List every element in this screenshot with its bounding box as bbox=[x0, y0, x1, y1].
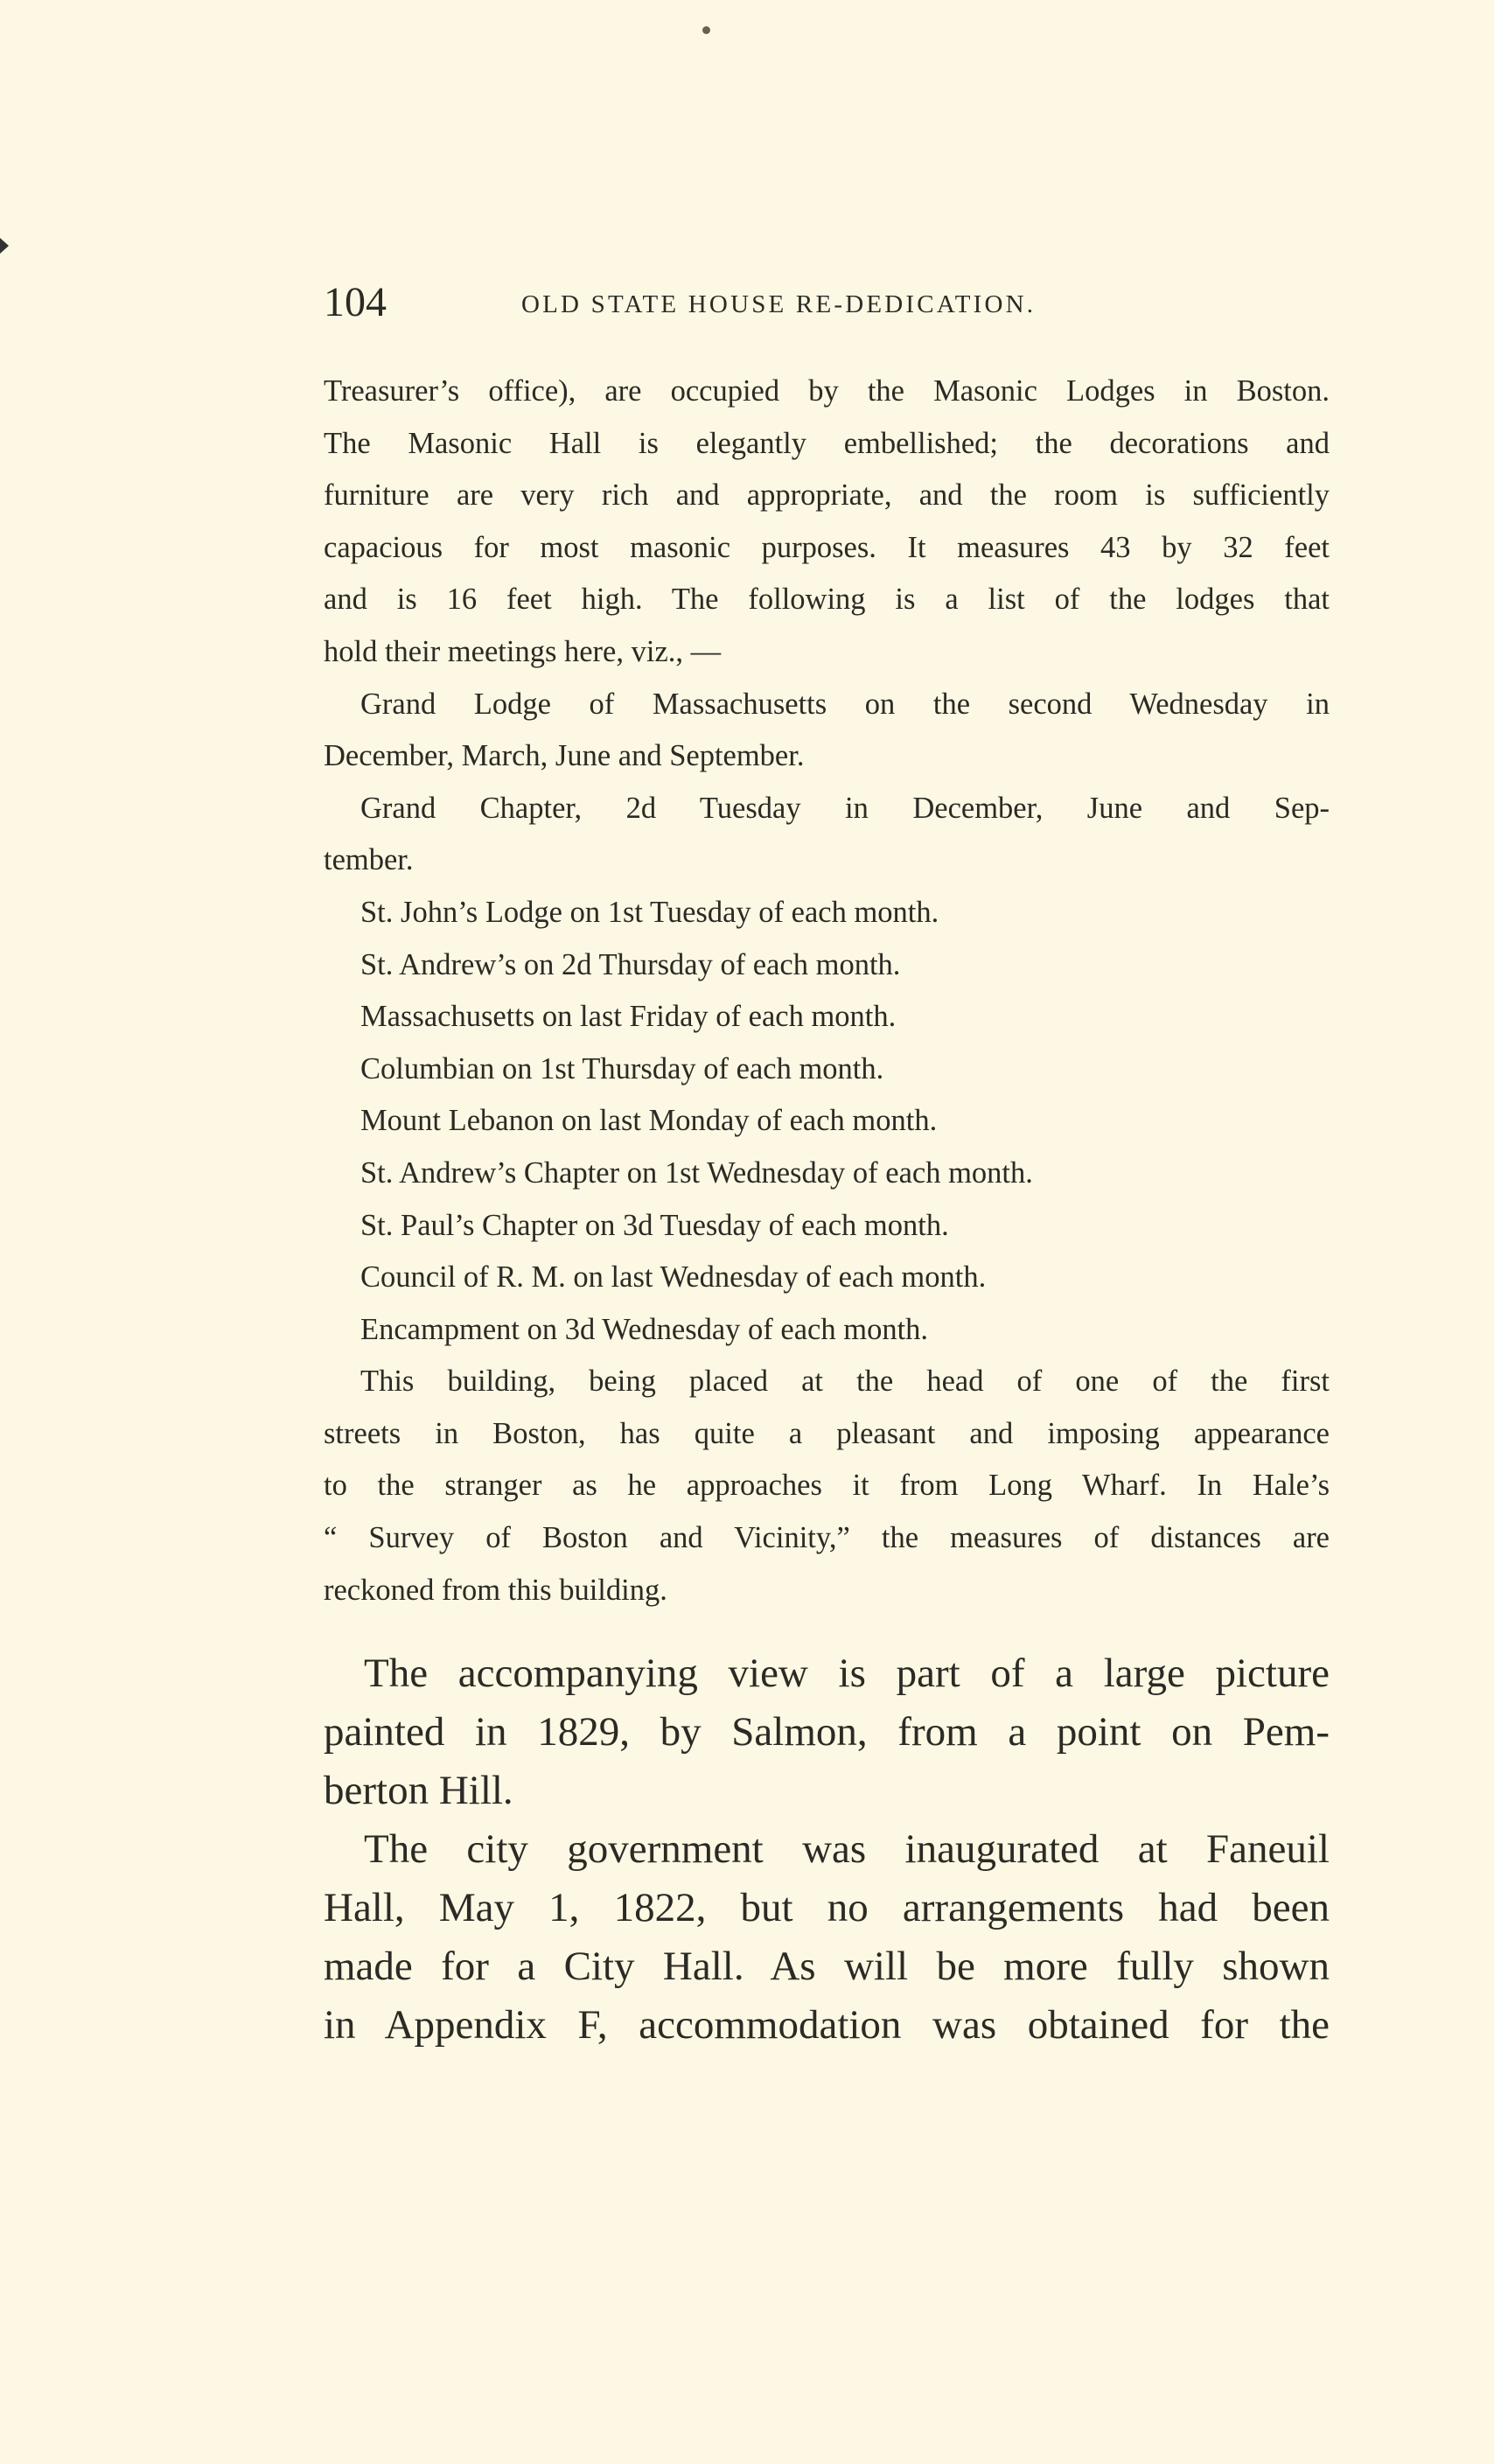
text-line: and is 16 feet high. The following is a list of the lodges that bbox=[324, 583, 1330, 617]
lodge-list-item: Massachusetts on last Friday of each month. bbox=[360, 1000, 897, 1034]
text-line: furniture are very rich and appropriate, and the room is sufficiently bbox=[324, 478, 1330, 513]
lodge-list-item: Mount Lebanon on last Monday of each month. bbox=[360, 1104, 938, 1138]
text-line: painted in 1829, by Salmon, from a point on Pem- bbox=[324, 1709, 1330, 1755]
lodge-list-item: Council of R. M. on last Wednesday of each month. bbox=[360, 1260, 987, 1295]
running-header bbox=[324, 278, 1330, 327]
lodge-list-item: St. Andrew’s Chapter on 1st Wednesday of each month. bbox=[360, 1155, 1033, 1190]
text-line: The city government was inaugurated at Faneuil bbox=[364, 1826, 1330, 1872]
text-line: This building, being placed at the head of one of the first bbox=[360, 1365, 1330, 1399]
text-line: Grand Lodge of Massachusetts on the second Wednesday in bbox=[360, 687, 1330, 721]
small-type-body bbox=[324, 366, 1330, 1616]
page-number: 104 bbox=[324, 279, 387, 325]
lodge-list-item: Columbian on 1st Thursday of each month. bbox=[360, 1051, 884, 1085]
text-line: “ Survey of Boston and Vicinity,” the measures of distances are bbox=[324, 1521, 1330, 1555]
lodge-list-item: St. Andrew’s on 2d Thursday of each month. bbox=[360, 947, 901, 981]
text-line: tember. bbox=[324, 843, 414, 877]
text-line: to the stranger as he approaches it from Long Wharf. In Hale’s bbox=[324, 1469, 1330, 1503]
text-line: made for a City Hall. As will be more fully shown bbox=[324, 1944, 1330, 1989]
lodge-list-item: Encampment on 3d Wednesday of each month. bbox=[360, 1312, 929, 1346]
text-line: reckoned from this building. bbox=[324, 1573, 667, 1607]
page-edge-mark bbox=[0, 238, 9, 254]
text-line: The Masonic Hall is elegantly embellished; the decorations and bbox=[324, 426, 1330, 460]
lodge-list-item: St. John’s Lodge on 1st Tuesday of each month. bbox=[360, 895, 939, 929]
running-title: OLD STATE HOUSE RE-DEDICATION. bbox=[521, 290, 1037, 318]
text-line: December, March, June and September. bbox=[324, 739, 805, 773]
ink-speck bbox=[702, 26, 710, 34]
text-line: Grand Chapter, 2d Tuesday in December, June and Sep- bbox=[360, 791, 1330, 825]
text-line: streets in Boston, has quite a pleasant and imposing appearance bbox=[324, 1416, 1330, 1450]
text-line: in Appendix F, accommodation was obtained for the bbox=[324, 2002, 1330, 2048]
text-line: Treasurer’s office), are occupied by the Masonic Lodges in Boston. bbox=[324, 374, 1330, 408]
text-line: Hall, May 1, 1822, but no arrangements had been bbox=[324, 1885, 1330, 1930]
large-type-body bbox=[324, 1644, 1330, 2055]
text-line: capacious for most masonic purposes. It measures 43 by 32 feet bbox=[324, 530, 1330, 564]
text-line: berton Hill. bbox=[324, 1768, 513, 1813]
text-line: The accompanying view is part of a large picture bbox=[364, 1651, 1330, 1696]
text-line: hold their meetings here, viz., — bbox=[324, 634, 722, 668]
lodge-list-item: St. Paul’s Chapter on 3d Tuesday of each month. bbox=[360, 1208, 949, 1242]
